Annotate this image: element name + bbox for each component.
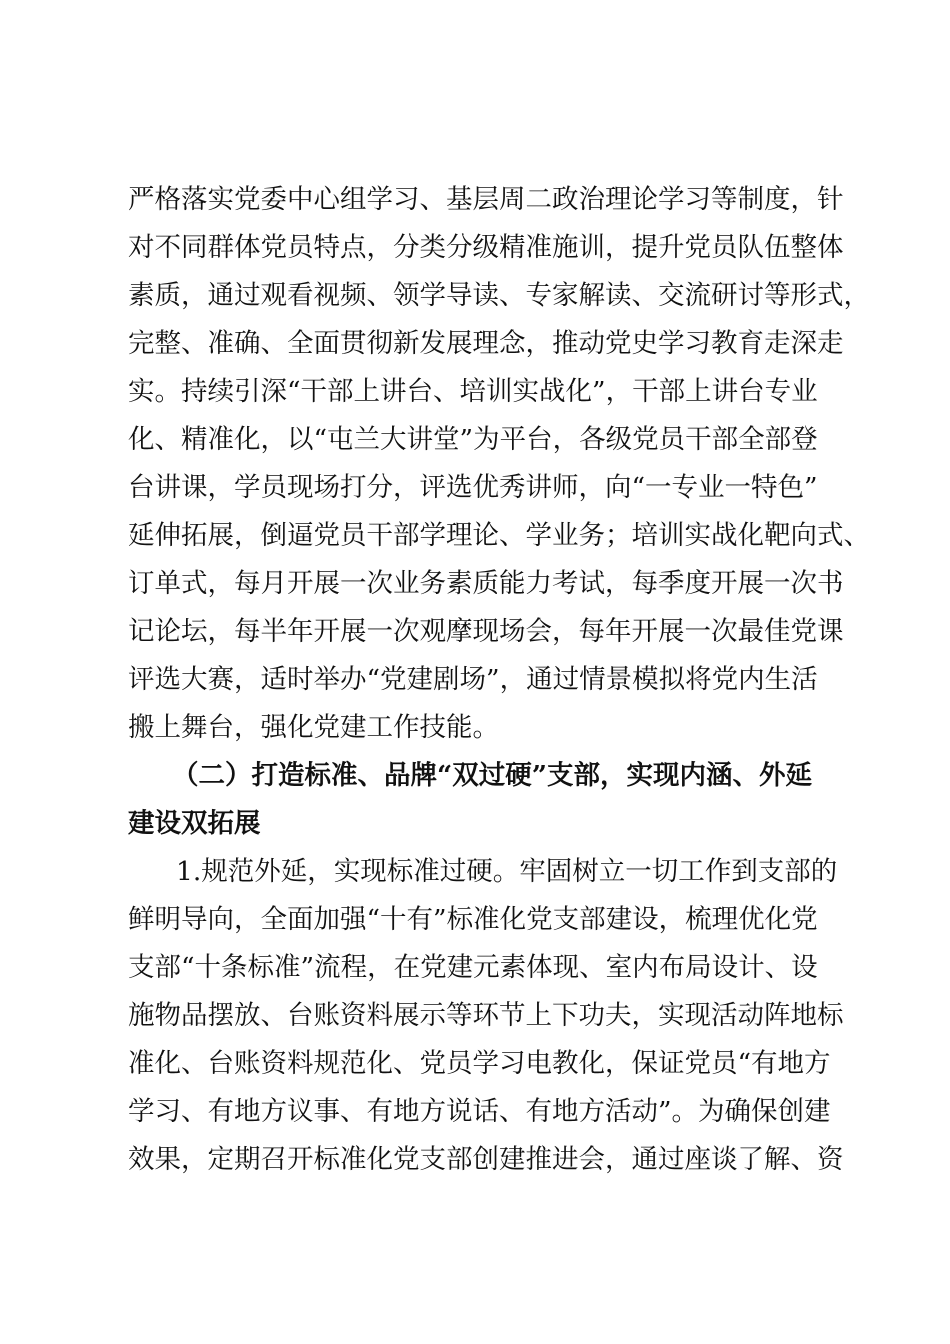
body-line: 台讲课，学员现场打分，评选优秀讲师，向“一专业一特色” [128, 472, 818, 503]
body-line: 施物品摆放、台账资料展示等环节上下功夫，实现活动阵地标 [128, 1000, 844, 1031]
body-line: 准化、台账资料规范化、党员学习电教化，保证党员“有地方 [128, 1048, 831, 1079]
body-line: 延伸拓展，倒逼党员干部学理论、学业务；培训实战化靶向式、 [128, 520, 870, 551]
section-heading: 建设双拓展 [128, 808, 261, 839]
body-line: 学习、有地方议事、有地方说话、有地方活动”。为确保创建 [128, 1096, 831, 1127]
body-line: 支部“十条标准”流程，在党建元素体现、室内布局设计、设 [128, 952, 818, 983]
body-line: 记论坛，每半年开展一次观摩现场会，每年开展一次最佳党课 [128, 616, 844, 647]
section-heading: （二）打造标准、品牌“双过硬”支部，实现内涵、外延 [172, 760, 812, 791]
body-line: 化、精准化，以“屯兰大讲堂”为平台，各级党员干部全部登 [128, 424, 818, 455]
body-line: 完整、准确、全面贯彻新发展理念，推动党史学习教育走深走 [128, 328, 844, 359]
body-line: 订单式，每月开展一次业务素质能力考试，每季度开展一次书 [128, 568, 844, 599]
body-line: 1.规范外延，实现标准过硬。牢固树立一切工作到支部的 [176, 856, 838, 887]
body-line: 实。持续引深“干部上讲台、培训实战化”，干部上讲台专业 [128, 376, 818, 407]
body-line: 对不同群体党员特点，分类分级精准施训，提升党员队伍整体 [128, 232, 844, 263]
body-line: 鲜明导向，全面加强“十有”标准化党支部建设，梳理优化党 [128, 904, 818, 935]
body-line: 搬上舞台，强化党建工作技能。 [128, 712, 499, 743]
body-line: 严格落实党委中心组学习、基层周二政治理论学习等制度，针 [128, 184, 844, 215]
body-line: 效果，定期召开标准化党支部创建推进会，通过座谈了解、资 [128, 1144, 844, 1175]
body-line: 素质，通过观看视频、领学导读、专家解读、交流研讨等形式， [128, 280, 870, 311]
body-line: 评选大赛，适时举办“党建剧场”，通过情景模拟将党内生活 [128, 664, 818, 695]
